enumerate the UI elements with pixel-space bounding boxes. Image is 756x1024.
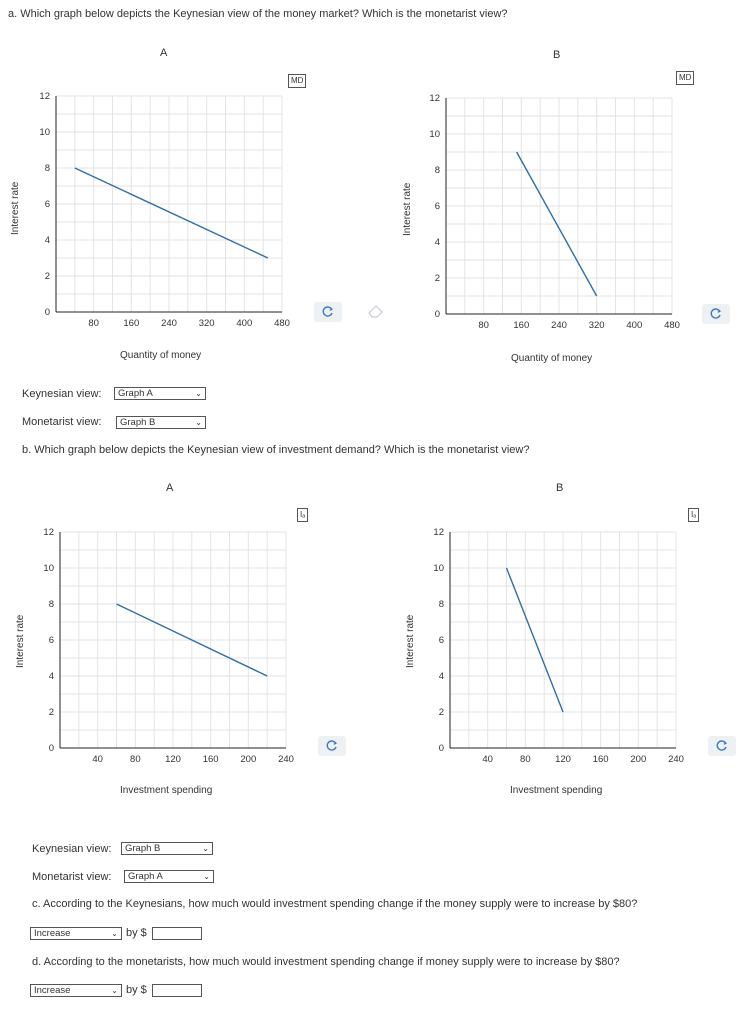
y-tick-label: 4 — [48, 671, 54, 682]
x-tick-label: 160 — [202, 754, 219, 765]
series-line — [75, 168, 268, 258]
y-tick-label: 10 — [433, 563, 444, 574]
y-tick-label: 12 — [433, 527, 444, 538]
graph-b-b-title: B — [556, 482, 564, 494]
monetarist-select-a-value: Graph B — [120, 417, 156, 428]
x-tick-label: 80 — [130, 754, 141, 765]
y-tick-label: 4 — [438, 671, 444, 682]
question-a: a. Which graph below depicts the Keynesian view of the money market? Which is the monetarist view? — [8, 8, 508, 20]
graph-b-a-title: A — [166, 482, 174, 494]
keynesian-select-b[interactable] — [121, 842, 213, 855]
chevron-down-icon: ⌄ — [111, 928, 118, 938]
keynesian-label-a: Keynesian view: — [22, 388, 102, 400]
y-tick-label: 6 — [434, 201, 440, 212]
y-tick-label: 2 — [434, 273, 440, 284]
y-tick-label: 4 — [44, 235, 50, 246]
y-tick-label: 8 — [434, 165, 440, 176]
x-tick-label: 120 — [555, 754, 571, 765]
y-tick-label: 8 — [48, 599, 54, 610]
keynesian-label-b: Keynesian view: — [32, 843, 112, 855]
x-tick-label: 80 — [88, 318, 99, 328]
reset-icon[interactable] — [708, 736, 736, 756]
monetarist-label-b: Monetarist view: — [32, 871, 112, 883]
graph-a-a-md-tag[interactable]: MD — [288, 74, 306, 88]
chart-a-a[interactable] — [30, 88, 290, 328]
y-tick-label: 12 — [43, 527, 54, 538]
y-tick-label: 0 — [48, 743, 54, 754]
reset-icon[interactable] — [314, 302, 342, 322]
direction-select-d[interactable] — [30, 984, 122, 997]
x-tick-label: 200 — [630, 754, 647, 765]
y-tick-label: 10 — [429, 129, 440, 140]
x-tick-label: 480 — [664, 320, 680, 331]
x-tick-label: 120 — [165, 754, 181, 765]
graph-b-a-xlabel: Investment spending — [120, 785, 213, 796]
reset-icon[interactable] — [318, 736, 346, 756]
monetarist-select-b-value: Graph A — [128, 871, 163, 882]
y-tick-label: 4 — [434, 237, 440, 248]
x-tick-label: 40 — [92, 754, 103, 765]
x-tick-label: 240 — [668, 754, 684, 765]
y-tick-label: 2 — [44, 271, 50, 282]
y-tick-label: 2 — [438, 707, 444, 718]
keynesian-select-a[interactable] — [114, 387, 206, 400]
y-tick-label: 10 — [43, 563, 54, 574]
x-tick-label: 320 — [588, 320, 605, 331]
x-tick-label: 400 — [626, 320, 643, 331]
y-tick-label: 8 — [438, 599, 444, 610]
graph-a-b-xlabel: Quantity of money — [511, 353, 593, 364]
x-tick-label: 240 — [278, 754, 294, 765]
x-tick-label: 40 — [482, 754, 493, 765]
reset-icon[interactable] — [702, 304, 730, 324]
question-d: d. According to the monetarists, how much would investment spending change if money supply were to increase by $80? — [32, 956, 620, 968]
x-tick-label: 240 — [551, 320, 567, 331]
question-b: b. Which graph below depicts the Keynesian view of investment demand? Which is the monetarist view? — [22, 444, 530, 456]
y-tick-label: 12 — [429, 93, 440, 104]
monetarist-select-b[interactable] — [124, 870, 214, 883]
graph-b-a-ylabel: Interest rate — [15, 614, 26, 668]
y-tick-label: 10 — [39, 127, 50, 138]
y-tick-label: 6 — [48, 635, 54, 646]
y-tick-label: 6 — [438, 635, 444, 646]
graph-b-b-ylabel: Interest rate — [405, 614, 416, 668]
amount-input-c[interactable] — [152, 927, 202, 940]
x-tick-label: 80 — [520, 754, 531, 765]
x-tick-label: 320 — [198, 318, 215, 328]
y-tick-label: 6 — [44, 199, 50, 210]
graph-b-b-ia-tag[interactable]: Iₐ — [688, 508, 699, 522]
keynesian-select-b-value: Graph B — [125, 843, 161, 854]
amount-input-d[interactable] — [152, 984, 202, 997]
chart-b-b[interactable] — [424, 524, 686, 772]
graph-a-a-ylabel: Interest rate — [10, 181, 21, 235]
y-tick-label: 12 — [39, 91, 50, 102]
x-tick-label: 160 — [123, 318, 140, 328]
monetarist-label-a: Monetarist view: — [22, 416, 102, 428]
graph-a-a-title: A — [160, 47, 168, 59]
direction-select-d-value: Increase — [34, 985, 71, 996]
y-tick-label: 0 — [438, 743, 444, 754]
eraser-icon[interactable] — [366, 303, 386, 326]
chevron-down-icon: ⌄ — [195, 417, 202, 427]
graph-a-a-xlabel: Quantity of money — [120, 350, 202, 361]
graph-a-b-md-tag[interactable]: MD — [676, 71, 694, 85]
chevron-down-icon: ⌄ — [111, 985, 118, 995]
x-tick-label: 400 — [236, 318, 253, 328]
direction-select-c[interactable] — [30, 927, 122, 940]
by-label-c: by $ — [126, 927, 147, 939]
graph-a-b-ylabel: Interest rate — [402, 182, 413, 236]
x-tick-label: 160 — [513, 320, 530, 331]
by-label-d: by $ — [126, 984, 147, 996]
chevron-down-icon: ⌄ — [195, 388, 202, 398]
direction-select-c-value: Increase — [34, 928, 71, 939]
graph-a-b-title: B — [553, 49, 561, 61]
y-tick-label: 0 — [44, 307, 50, 318]
y-tick-label: 8 — [44, 163, 50, 174]
chart-a-b[interactable] — [420, 90, 680, 334]
x-tick-label: 80 — [478, 320, 489, 331]
graph-b-a-ia-tag[interactable]: Iₐ — [297, 508, 308, 522]
x-tick-label: 200 — [240, 754, 257, 765]
graph-b-b-xlabel: Investment spending — [510, 785, 603, 796]
monetarist-select-a[interactable] — [116, 416, 206, 429]
chart-b-a[interactable] — [34, 524, 296, 772]
y-tick-label: 2 — [48, 707, 54, 718]
chevron-down-icon: ⌄ — [202, 843, 209, 853]
chevron-down-icon: ⌄ — [203, 871, 210, 881]
keynesian-select-a-value: Graph A — [118, 388, 153, 399]
question-c: c. According to the Keynesians, how much would investment spending change if the money supply were to increase by $80? — [32, 898, 638, 910]
x-tick-label: 480 — [274, 318, 290, 328]
x-tick-label: 240 — [161, 318, 177, 328]
y-tick-label: 0 — [434, 309, 440, 320]
x-tick-label: 160 — [592, 754, 609, 765]
